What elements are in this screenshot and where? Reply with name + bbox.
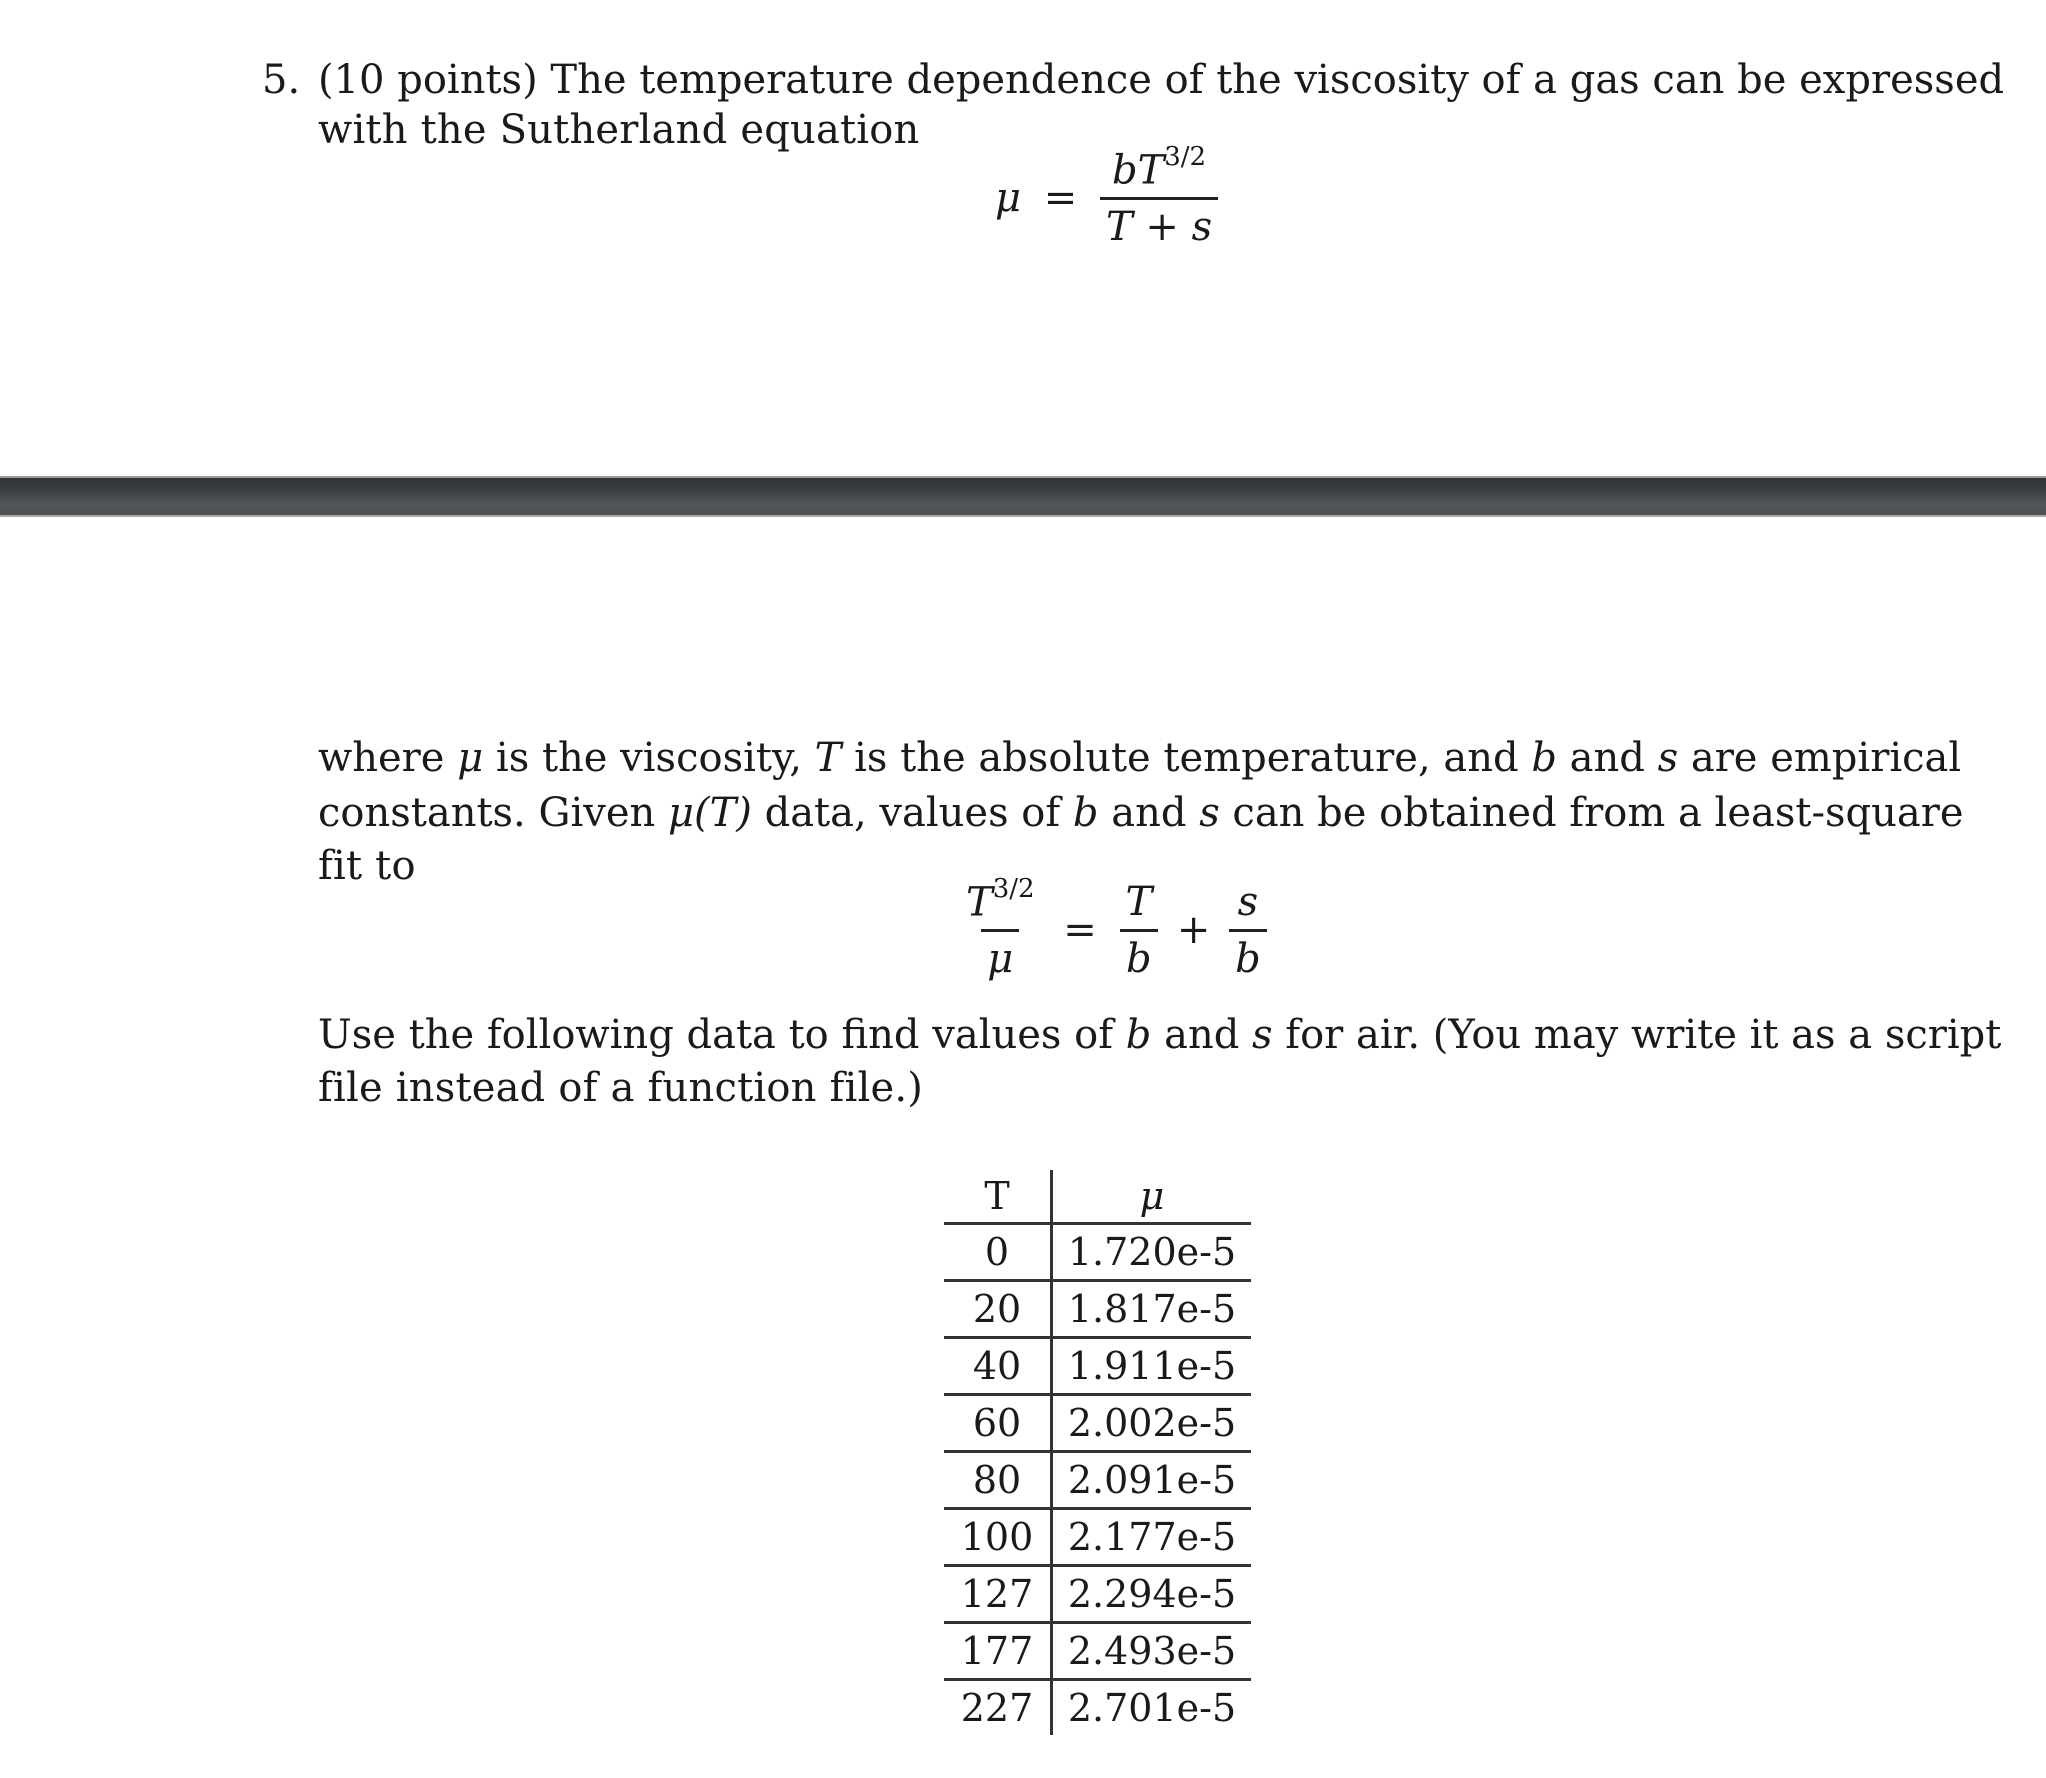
header-mu: μ	[1139, 1174, 1165, 1218]
eq2-term1	[1119, 879, 1158, 982]
symbol-s: s	[1252, 1012, 1273, 1058]
symbol-mu-of-T: μ(T)	[667, 790, 752, 836]
viscosity-data-table	[944, 1170, 1251, 1735]
eq1-var-T: T	[1137, 147, 1165, 194]
cell-mu: 2.002e-5	[1052, 1395, 1252, 1452]
text: is the viscosity,	[483, 735, 815, 781]
eq2-lhs-numerator	[960, 874, 1041, 929]
paragraph3-line-1	[318, 1009, 2002, 1061]
cell-T: 40	[944, 1338, 1052, 1395]
text: are empirical	[1678, 735, 1962, 781]
cell-mu: 1.817e-5	[1052, 1281, 1252, 1338]
symbol-b: b	[1531, 735, 1557, 781]
cell-mu: 2.701e-5	[1052, 1680, 1252, 1736]
eq1-coef-b: b	[1111, 147, 1138, 194]
cell-mu: 2.294e-5	[1052, 1566, 1252, 1623]
text: and	[1098, 790, 1200, 836]
problem-statement-line-1: (10 points) The temperature dependence of the viscosity of a gas can be expressed	[318, 57, 2005, 103]
problem-number: 5.	[262, 57, 301, 103]
section-divider-bar	[0, 476, 2046, 517]
table-row	[944, 1395, 1251, 1452]
paragraph2-line-1	[318, 732, 1962, 784]
eq1-fraction	[1100, 142, 1218, 251]
cell-mu: 1.911e-5	[1052, 1338, 1252, 1395]
table-row	[944, 1224, 1251, 1281]
cell-T: 0	[944, 1224, 1052, 1281]
symbol-b: b	[1072, 790, 1099, 836]
text: constants. Given	[318, 790, 668, 836]
sutherland-equation	[995, 142, 1218, 251]
eq2-lhs-denominator: μ	[981, 929, 1019, 982]
text: can be obtained from a least-square	[1219, 790, 1964, 836]
table-row	[944, 1452, 1251, 1509]
cell-T: 60	[944, 1395, 1052, 1452]
eq1-lhs: μ	[995, 175, 1021, 222]
cell-mu: 1.720e-5	[1052, 1224, 1252, 1281]
cell-T: 20	[944, 1281, 1052, 1338]
paragraph2-line-2	[318, 787, 1964, 839]
symbol-b: b	[1125, 1012, 1152, 1058]
linearized-equation	[960, 874, 1267, 983]
eq1-equals: =	[1043, 175, 1078, 222]
eq2-lhs-fraction	[960, 874, 1041, 983]
table-row	[944, 1566, 1251, 1623]
table-row	[944, 1281, 1251, 1338]
eq1-numerator	[1106, 142, 1212, 197]
paragraph3-line-2: file instead of a function file.)	[318, 1065, 924, 1111]
text: and	[1556, 735, 1658, 781]
eq2-term2-numerator: s	[1237, 878, 1259, 925]
symbol-mu: μ	[457, 735, 484, 781]
symbol-T: T	[814, 735, 842, 781]
header-T: T	[944, 1170, 1052, 1224]
eq1-denominator: T + s	[1100, 197, 1218, 250]
table-row	[944, 1680, 1251, 1736]
cell-mu: 2.177e-5	[1052, 1509, 1252, 1566]
text: Use the following data to find values of	[318, 1012, 1126, 1058]
table-row	[944, 1623, 1251, 1680]
cell-mu: 2.493e-5	[1052, 1623, 1252, 1680]
cell-T: 227	[944, 1680, 1052, 1736]
cell-mu: 2.091e-5	[1052, 1452, 1252, 1509]
eq2-exponent: 3/2	[992, 874, 1035, 904]
table-row	[944, 1509, 1251, 1566]
problem-statement-line-2: with the Sutherland equation	[318, 107, 920, 153]
table-header-row	[944, 1170, 1251, 1224]
text: for air. (You may write it as a script	[1272, 1012, 2002, 1058]
cell-T: 127	[944, 1566, 1052, 1623]
symbol-s: s	[1199, 790, 1220, 836]
eq2-equals: =	[1063, 907, 1097, 954]
text: is the absolute temperature, and	[841, 735, 1532, 781]
text: and	[1151, 1012, 1253, 1058]
eq2-term2	[1229, 879, 1267, 982]
eq2-term1-numerator: T	[1125, 878, 1153, 925]
eq2-var-T: T	[966, 879, 993, 926]
cell-T: 80	[944, 1452, 1052, 1509]
eq2-term1-denominator: b	[1120, 929, 1158, 982]
cell-T: 177	[944, 1623, 1052, 1680]
eq2-plus: +	[1176, 907, 1211, 954]
table-row	[944, 1338, 1251, 1395]
text: data, values of	[751, 790, 1073, 836]
text: where	[318, 735, 458, 781]
symbol-s: s	[1657, 735, 1679, 781]
eq1-exponent: 3/2	[1164, 142, 1207, 172]
cell-T: 100	[944, 1509, 1052, 1566]
eq2-term2-denominator: b	[1229, 929, 1267, 982]
paragraph2-line-3: fit to	[318, 843, 416, 889]
